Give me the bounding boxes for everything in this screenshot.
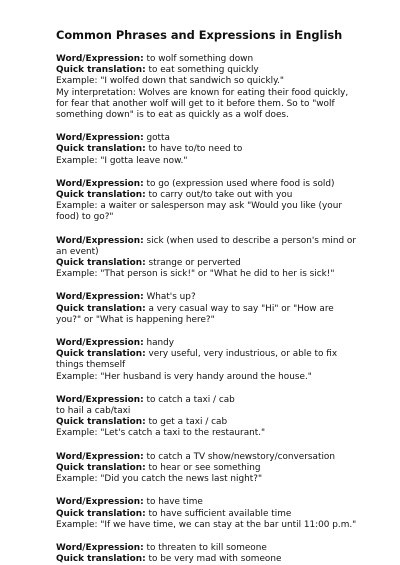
entry-note-text: for fear that another wolf will get to it before them. So to "wolf [56, 98, 335, 109]
entry-note-text: Example: "Did you catch the news last night?" [56, 474, 263, 485]
word-expression-label: Word/Expression: [56, 133, 144, 144]
word-expression-line [56, 54, 380, 65]
word-expression-text: to threaten to kill someone [143, 542, 267, 553]
entry-note-line [56, 156, 380, 167]
list-item [56, 395, 380, 440]
quick-translation-line [56, 509, 380, 520]
word-expression-line [56, 133, 380, 144]
word-expression-label: Word/Expression: [56, 542, 144, 553]
word-expression-label: Word/Expression: [56, 235, 144, 246]
entry-note-text: Example: "That person is sick!" or "What he did to her is sick!" [56, 269, 335, 280]
word-expression-line [56, 452, 380, 463]
word-expression-line [56, 543, 380, 554]
entry-note-line [56, 76, 380, 87]
word-expression-label: Word/Expression: [56, 451, 144, 462]
quick-translation-line [56, 463, 380, 474]
entry-note-line [56, 428, 380, 439]
entry-note-line [56, 269, 380, 280]
word-expression-label: Word/Expression: [56, 497, 144, 508]
word-expression-label: Word/Expression: [56, 178, 144, 189]
word-expression-line [56, 292, 380, 303]
word-expression-text: to hail a cab/taxi [56, 406, 131, 417]
quick-translation-line [56, 304, 380, 315]
quick-translation-label: Quick translation: [56, 554, 146, 565]
quick-translation-text: you?" or "What is happening here?" [56, 314, 215, 325]
entry-note-line [56, 99, 380, 110]
entry-note-line [56, 520, 380, 531]
quick-translation-label: Quick translation: [56, 303, 146, 314]
word-expression-text: to go (expression used where food is sold) [143, 178, 335, 189]
entry-note-line [56, 110, 380, 121]
quick-translation-text: things themself [56, 360, 126, 371]
quick-translation-text: to have sufficient available time [145, 508, 292, 519]
quick-translation-text: to carry out/to take out with you [145, 190, 293, 201]
word-expression-text: to have time [143, 497, 203, 508]
quick-translation-line [56, 417, 380, 428]
word-expression-line [56, 247, 380, 258]
list-item [56, 133, 380, 167]
entry-note-text: Example: "I wolfed down that sandwich so quickly." [56, 76, 284, 87]
quick-translation-label: Quick translation: [56, 144, 146, 155]
entry-note-text: My interpretation: Wolves are known for eating their food quickly, [56, 87, 349, 98]
list-item [56, 452, 380, 486]
list-item [56, 236, 380, 281]
quick-translation-label: Quick translation: [56, 417, 146, 428]
entry-note-text: Example: "Her husband is very handy around the house." [56, 371, 312, 382]
quick-translation-line [56, 554, 380, 565]
entry-note-text: something down" is to eat as quickly as a wolf does. [56, 110, 289, 121]
list-item [56, 179, 380, 224]
quick-translation-line [56, 315, 380, 326]
word-expression-line [56, 395, 380, 406]
entry-note-line [56, 201, 380, 212]
word-expression-line [56, 338, 380, 349]
quick-translation-line [56, 349, 380, 360]
quick-translation-label: Quick translation: [56, 349, 146, 360]
quick-translation-text: to get a taxi / cab [145, 417, 228, 428]
word-expression-line [56, 497, 380, 508]
quick-translation-label: Quick translation: [56, 258, 146, 269]
word-expression-label: Word/Expression: [56, 338, 144, 349]
entry-note-text: food) to go?" [56, 212, 114, 223]
word-expression-label: Word/Expression: [56, 54, 144, 64]
entry-note-text: Example: "I gotta leave now." [56, 155, 188, 166]
quick-translation-text: a very casual way to say "Hi" or "How are [145, 303, 334, 314]
word-expression-text: sick (when used to describe a person's mind or [143, 235, 357, 246]
page-title: Common Phrases and Expressions in English [56, 28, 343, 42]
quick-translation-text: to hear or see something [145, 462, 261, 473]
list-item [56, 338, 380, 383]
word-expression-text: an event) [56, 246, 99, 257]
word-expression-label: Word/Expression: [56, 394, 144, 405]
list-item [56, 54, 380, 121]
quick-translation-line [56, 190, 380, 201]
word-expression-line [56, 236, 380, 247]
word-expression-text: to catch a TV show/newstory/conversation [143, 451, 335, 462]
quick-translation-label: Quick translation: [56, 462, 146, 473]
quick-translation-text: to have to/to need to [145, 144, 243, 155]
quick-translation-line [56, 65, 380, 76]
quick-translation-line [56, 258, 380, 269]
entries-list [56, 54, 380, 565]
word-expression-line [56, 179, 380, 190]
quick-translation-text: strange or perverted [145, 258, 241, 269]
word-expression-text: to wolf something down [143, 54, 254, 64]
quick-translation-line [56, 144, 380, 155]
entry-note-text: Example: "If we have time, we can stay at the bar until 11:00 p.m." [56, 519, 357, 530]
entry-note-text: Example: a waiter or salesperson may ask "Would you like (your [56, 201, 342, 212]
quick-translation-label: Quick translation: [56, 190, 146, 201]
word-expression-label: Word/Expression: [56, 292, 144, 303]
word-expression-text: gotta [143, 133, 170, 144]
entry-note-text: Example: "Let's catch a taxi to the restaurant." [56, 428, 266, 439]
entry-note-line [56, 372, 380, 383]
word-expression-text: handy [143, 338, 175, 349]
entry-note-line [56, 212, 380, 223]
word-expression-line [56, 406, 380, 417]
quick-translation-label: Quick translation: [56, 508, 146, 519]
entry-note-line [56, 474, 380, 485]
quick-translation-text: to be very mad with someone [145, 554, 282, 565]
list-item [56, 497, 380, 531]
quick-translation-line [56, 360, 380, 371]
quick-translation-text: to eat something quickly [145, 65, 259, 76]
quick-translation-text: very useful, very industrious, or able to fix [145, 349, 338, 360]
list-item [56, 543, 380, 565]
quick-translation-label: Quick translation: [56, 65, 146, 76]
word-expression-text: What's up? [143, 292, 196, 303]
entry-note-line [56, 88, 380, 99]
list-item [56, 292, 380, 326]
word-expression-text: to catch a taxi / cab [143, 394, 235, 405]
